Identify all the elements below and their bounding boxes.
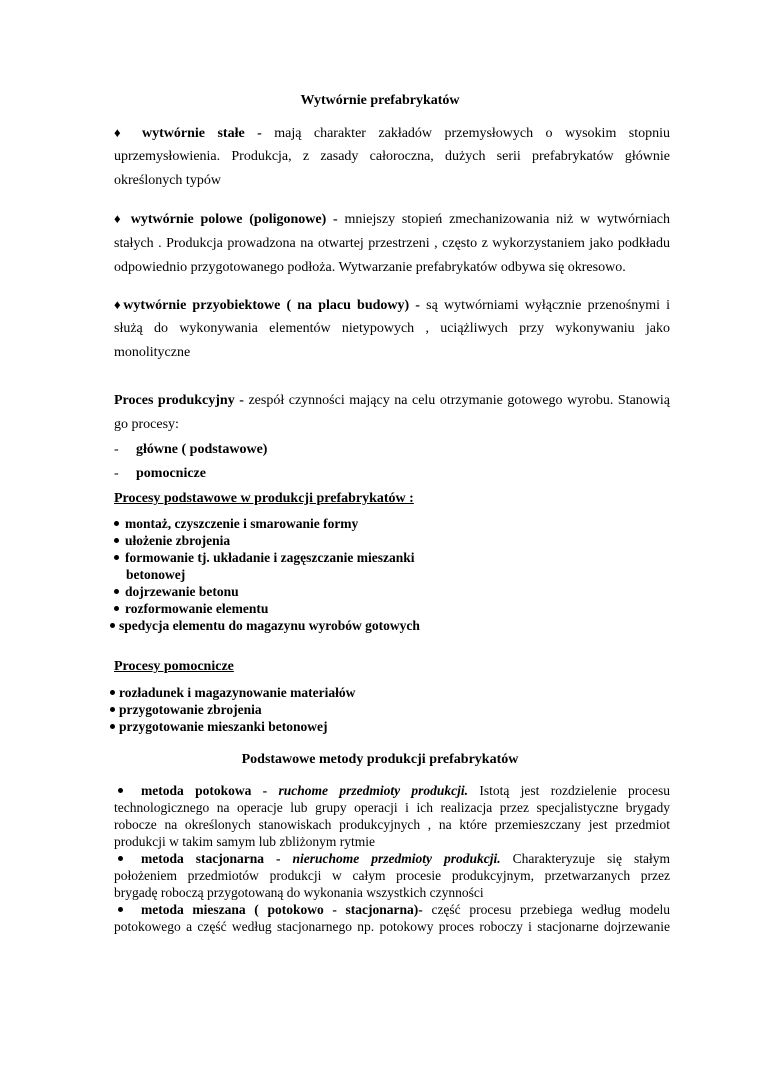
proces-line-1 [114,392,670,410]
metoda-potokowa-italic: ruchome przedmioty produkcji. [278,783,469,798]
term-wytwornie-przyobiektowe: wytwórnie przyobiektowe ( na placu budowy) - [123,298,420,313]
metoda-mieszana-text-1: część procesu przebiega według modelu [431,902,671,917]
metoda-potokowa-text-1: Istotą jest rozdzielenie procesu [479,783,670,798]
section-przyobiektowe-line-3: monolityczne [114,345,191,360]
term-wytwornie-stale: wytwórnie stałe - [142,126,262,141]
list-item [110,684,355,701]
term-proces-produkcyjny: Proces produkcyjny - [114,393,244,408]
list-item-continuation: betonowej [126,567,186,582]
diamond-bullet-icon: ♦ [114,125,130,140]
metoda-potokowa-line-2: technologicznego na operacje lub grupy operacji i ich realizacja przez specjalistyczne brygady [114,800,670,815]
section-stale-text-1: mają charakter zakładów przemysłowych o wysokim stopniu [274,126,671,141]
metoda-potokowa-line-3: robocze na określonych stanowiskach produkcyjnych , na które przemieszczany jest przedmiot [114,817,670,832]
list-item-text: przygotowanie zbrojenia [119,702,262,717]
bullet-dot-icon [110,623,115,628]
list-item [110,718,327,735]
bullet-dot-icon [118,788,123,793]
metoda-stacjonarna-text-1: Charakteryzuje się stałym [512,851,671,866]
list-item-text: formowanie tj. układanie i zagęszczanie mieszanki [125,550,415,565]
section-przyobiektowe-text-1: są wytwórniami wyłącznie przenośnymi i [426,298,671,313]
proces-type-label: główne ( podstawowe) [136,442,268,457]
list-item-text: spedycja elementu do magazynu wyrobów gotowych [119,618,420,633]
bullet-dot-icon [114,589,119,594]
page-title: Wytwórnie prefabrykatów [300,93,460,108]
dash-bullet-icon: - [114,466,119,481]
diamond-bullet-icon: ♦ [114,211,124,226]
section-przyobiektowe-line-2: służą do wykonywania elementów nietypowych , uciążliwych przy wykonywaniu jako [114,321,670,336]
section-stale-line-1 [114,124,670,143]
metoda-stacjonarna-line-3: brygadę roboczą przygotowaną do wykonania wszystkich czynności [114,885,484,900]
list-item-text: dojrzewanie betonu [125,584,239,599]
proces-type-label: pomocnicze [136,466,206,481]
bullet-dot-icon [110,690,115,695]
metoda-potokowa-line-1 [114,782,670,799]
list-item [114,549,414,566]
bullet-dot-icon [114,521,119,526]
term-metoda-stacjonarna: metoda stacjonarna - [141,851,281,866]
pomocnicze-heading: Procesy pomocnicze [114,659,234,674]
list-item-text: montaż, czyszczenie i smarowanie formy [125,516,359,531]
metoda-mieszana-line-2: potokowego a część według stacjonarnego np. potokowy proces roboczy i stacjonarne dojrzewanie [114,919,670,934]
metoda-stacjonarna-line-2: położeniem przedmiotów produkcji w całym procesie produkcyjnym, przetwarzanych przez [114,868,670,883]
section-polowe-line-2: stałych . Produkcja prowadzona na otwartej przestrzeni , często z wykorzystaniem jako podkładu [114,236,670,251]
bullet-dot-icon [114,555,119,560]
bullet-dot-icon [114,538,119,543]
list-item [114,515,358,532]
bullet-dot-icon [110,724,115,729]
metody-heading: Podstawowe metody produkcji prefabrykatów [241,752,519,767]
list-item-text: ułożenie zbrojenia [125,533,231,548]
term-metoda-potokowa: metoda potokowa - [141,783,268,798]
bullet-dot-icon [118,856,123,861]
list-item [114,532,230,549]
section-stale-line-2: uprzemysłowienia. Produkcja, z zasady całoroczna, dużych serii prefabrykatów głównie [114,149,670,164]
proces-type-item [114,465,206,483]
proces-type-item [114,441,267,459]
dash-bullet-icon: - [114,442,119,457]
term-wytwornie-polowe: wytwórnie polowe (poligonowe) - [130,212,338,227]
list-item-text: rozformowanie elementu [125,601,269,616]
podstawowe-heading: Procesy podstawowe w produkcji prefabrykatów : [114,491,414,506]
list-item [114,583,239,600]
bullet-dot-icon [114,606,119,611]
bullet-dot-icon [110,707,115,712]
diamond-bullet-icon: ♦ [114,297,124,312]
term-metoda-mieszana: metoda mieszana ( potokowo - stacjonarna)- [141,902,423,917]
list-item-text: rozładunek i magazynowanie materiałów [119,685,356,700]
section-stale-line-3: określonych typów [114,173,221,188]
metoda-mieszana-line-1 [114,901,670,918]
section-polowe-line-3: odpowiednio przygotowanego podłoża. Wytwarzanie prefabrykatów odbywa się okresowo. [114,260,626,275]
metoda-stacjonarna-line-1 [114,850,670,867]
metoda-potokowa-line-4: produkcji w takim samym lub zbliżonym rytmie [114,834,375,849]
section-przyobiektowe-line-1 [114,296,670,315]
list-item [110,617,420,634]
list-item [110,701,262,718]
section-polowe-text-1: mniejszy stopień zmechanizowania niż w wytwórniach [344,212,671,227]
metoda-stacjonarna-italic: nieruchome przedmioty produkcji. [292,851,501,866]
list-item-text: przygotowanie mieszanki betonowej [119,719,328,734]
bullet-dot-icon [118,907,123,912]
proces-text-1: zespół czynności mający na celu otrzymanie gotowego wyrobu. Stanowią [248,393,671,408]
list-item [114,600,268,617]
section-polowe-line-1 [114,210,670,229]
proces-line-2: go procesy: [114,417,179,432]
